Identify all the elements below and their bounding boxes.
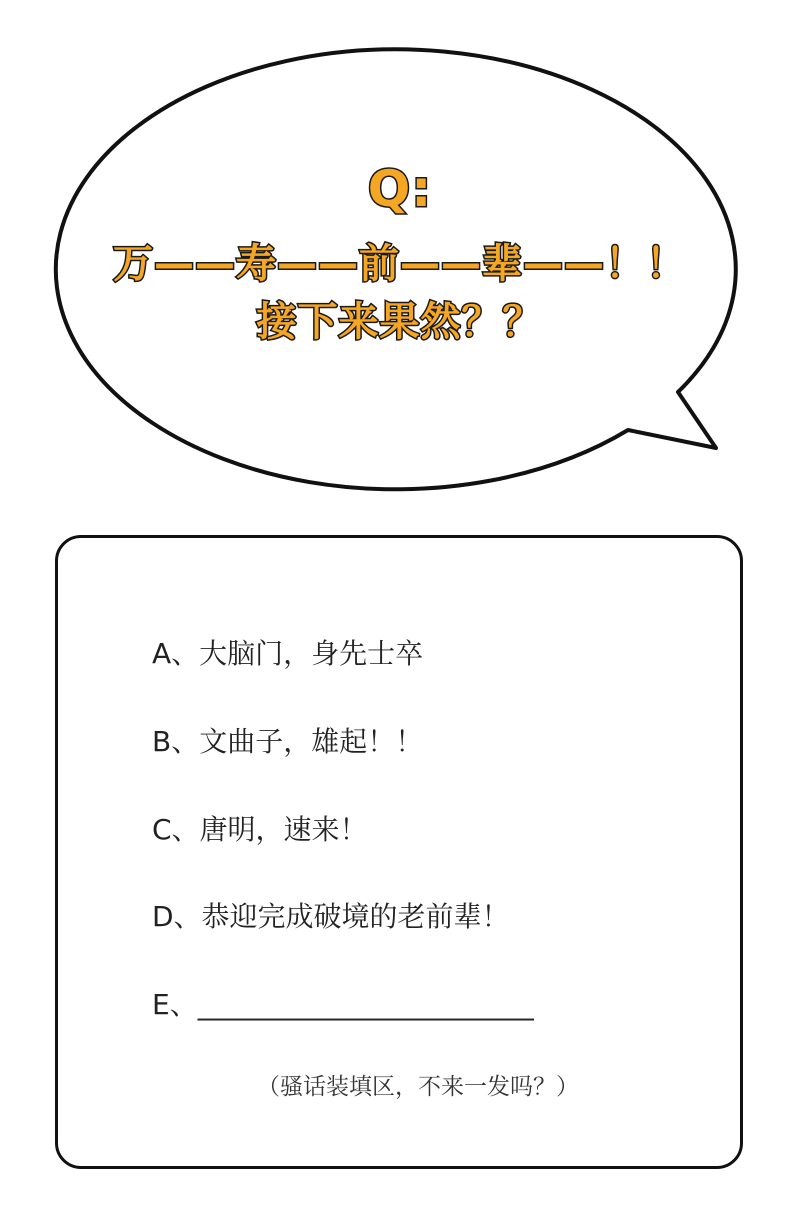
option-b[interactable]: B、文曲子，雄起！！ — [152, 725, 424, 758]
question-line-1: 万——寿——前——辈——！！ — [113, 241, 687, 287]
fill-in-hint: （骚话装填区，不来一发吗？） — [257, 1074, 579, 1100]
option-d[interactable]: D、恭迎完成破境的老前辈！ — [152, 900, 510, 933]
answer-options-box — [55, 535, 743, 1169]
question-line-2: 接下来果然？？ — [256, 299, 544, 345]
question-label: Q: — [367, 160, 433, 218]
option-e-fill-in[interactable]: E、________________________ — [152, 988, 534, 1021]
option-c[interactable]: C、唐明，速来！ — [152, 813, 368, 846]
option-a[interactable]: A、大脑门，身先士卒 — [152, 637, 424, 670]
